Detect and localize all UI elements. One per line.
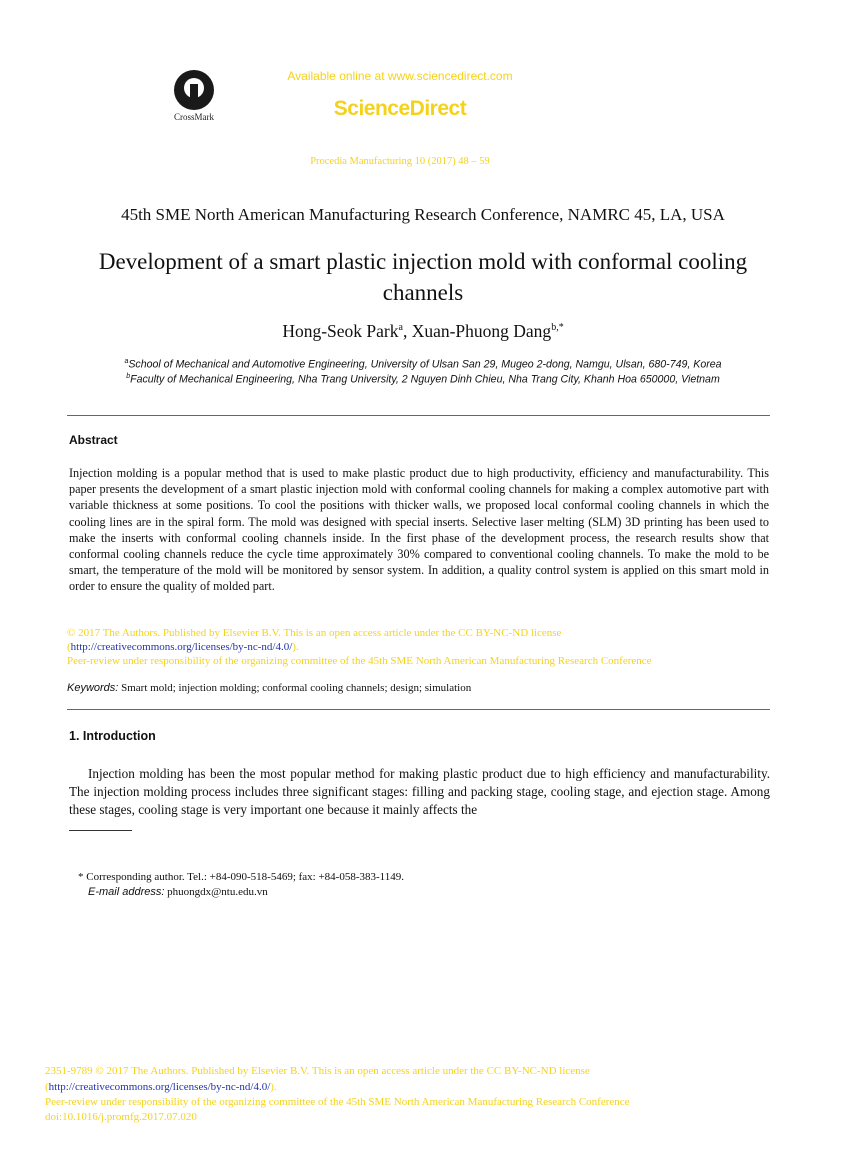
- section-divider: [67, 415, 770, 416]
- keywords-text: Smart mold; injection molding; conformal cooling channels; design; simulation: [118, 682, 472, 694]
- paper-title: Development of a smart plastic injection mold with conformal cooling channels: [98, 249, 748, 305]
- doi[interactable]: doi:10.1016/j.promfg.2017.07.020: [45, 1111, 197, 1123]
- affiliation: [60, 373, 786, 386]
- conference-name: 45th SME North American Manufacturing Research Conference, NAMRC 45, LA, USA: [121, 205, 725, 224]
- keywords-label: Keywords:: [67, 682, 119, 694]
- license-link[interactable]: http://creativecommons.org/licenses/by-nc-nd/4.0/: [70, 641, 293, 653]
- keywords: [67, 682, 471, 694]
- footnote-rule: [69, 830, 132, 831]
- abstract-body: Injection molding is a popular method that is used to make plastic product due to high productivity, efficiency and manufacturability. This paper presents the development of a smart plastic injection mold with conformal cooling channels for making a complex automotive part with variable thickness at some positions. To cool the positions with thicker walls, we proposed local conformal cooling channels in which the cooling lines are in the spiral form. The mold was designed with special inserts. Selective laser melting (SLM) 3D printing has been used to make the inserts with conformal cooling channels inside. In the first phase of the development process, the research results show that conformal cooling channels reduce the cycle time approximately 30% compared to conventional cooling channels. To make the mold to be smart, the temperature of the mold will be monitored by sensor system. In addition, a quality control system is applied on this smart mold in order to ensure the quality of molded part.: [69, 466, 769, 594]
- author-separator: ,: [402, 321, 412, 341]
- issn-copyright: 2351-9789 © 2017 The Authors. Published by Elsevier B.V. This is an open access article under the CC BY-NC-ND license: [45, 1065, 590, 1077]
- bottom-peer-review: Peer-review under responsibility of the organizing committee of the 45th SME North American Manufacturing Research Conference: [45, 1096, 630, 1108]
- license-paren: ).: [270, 1081, 277, 1093]
- license-paren: (: [45, 1081, 49, 1093]
- license-link-line: [67, 641, 299, 653]
- author-affiliation-mark: a: [398, 322, 403, 334]
- crossmark-label: CrossMark: [174, 112, 214, 122]
- license-paren: (: [67, 641, 71, 653]
- license-statement: © 2017 The Authors. Published by Elsevier B.V. This is an open access article under the CC BY-NC-ND license: [67, 627, 562, 639]
- section-divider: [67, 709, 770, 710]
- introduction-body: Injection molding has been the most popular method for making plastic product due to high efficiency and manufacturability. The injection molding process includes three significant stages: filling and packing stage, cooling stage, and ejection stage. Among these stages, cooling stage is very important one because it mainly affects the: [69, 766, 770, 817]
- author-name: Hong-Seok Park: [282, 321, 399, 341]
- crossmark-badge[interactable]: [163, 70, 225, 122]
- available-online-text[interactable]: Available online at www.sciencedirect.com: [287, 69, 513, 83]
- author-affiliation-mark: b,*: [551, 322, 564, 334]
- affiliation-text: Faculty of Mechanical Engineering, Nha Trang University, 2 Nguyen Dinh Chieu, Nha Trang City, Khanh Hoa 650000, Vietnam: [130, 373, 720, 386]
- email-note: [88, 886, 268, 898]
- email-label: E-mail address:: [88, 886, 165, 898]
- author-list: [100, 321, 746, 342]
- introduction-heading: 1. Introduction: [69, 729, 156, 743]
- affiliation-mark: b: [126, 373, 131, 380]
- affiliation-mark: a: [124, 358, 129, 365]
- journal-reference: Procedia Manufacturing 10 (2017) 48 – 59: [310, 156, 490, 167]
- bottom-license-link[interactable]: http://creativecommons.org/licenses/by-nc-nd/4.0/: [48, 1081, 271, 1093]
- affiliation: [60, 358, 786, 371]
- license-paren: ).: [292, 641, 299, 653]
- sciencedirect-logo: ScienceDirect: [333, 97, 467, 120]
- peer-review-statement: Peer-review under responsibility of the organizing committee of the 45th SME North American Manufacturing Research Conference: [67, 655, 652, 667]
- crossmark-icon: [174, 70, 214, 110]
- affiliation-text: School of Mechanical and Automotive Engineering, University of Ulsan San 29, Mugeo 2-dong, Namgu, Ulsan, 680-749, Korea: [128, 358, 722, 371]
- email-address[interactable]: phuongdx@ntu.edu.vn: [164, 886, 268, 898]
- abstract-heading: Abstract: [69, 433, 118, 447]
- corresponding-author-note: * Corresponding author. Tel.: +84-090-518-5469; fax: +84-058-383-1149.: [78, 871, 405, 883]
- bottom-license-line: [45, 1081, 277, 1093]
- author-name: Xuan-Phuong Dang: [411, 321, 552, 341]
